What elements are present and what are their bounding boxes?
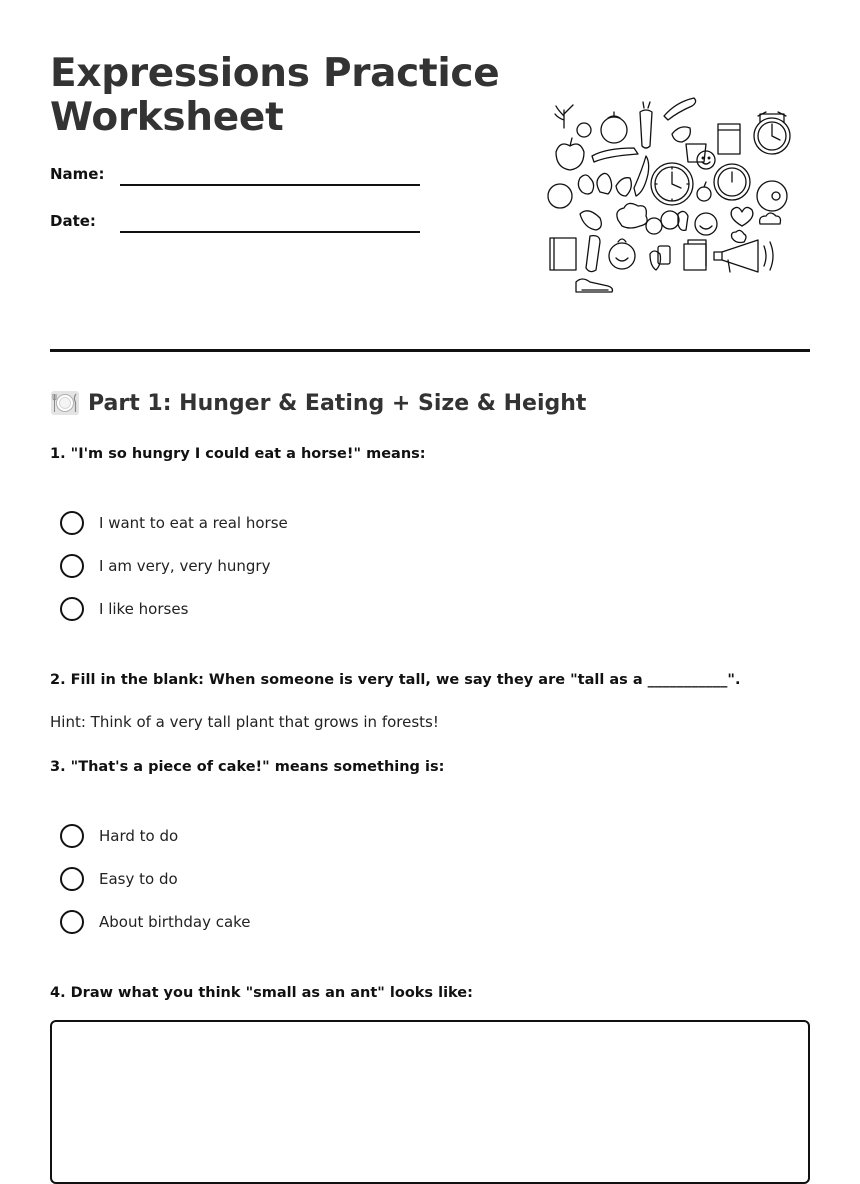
radio-button[interactable] [60,867,84,891]
plate-cutlery-icon [50,388,80,418]
q3-option-1[interactable] [60,823,178,849]
name-field[interactable] [50,165,420,195]
radio-button[interactable] [60,910,84,934]
q3-option-2[interactable] [60,866,178,892]
q1-option-3[interactable] [60,596,188,622]
page-title [50,52,510,140]
title-line-1: Expressions Practice [50,51,500,96]
option-label: I like horses [99,600,189,618]
radio-button[interactable] [60,597,84,621]
option-label: I want to eat a real horse [99,514,288,532]
question-2-hint: Hint: Think of a very tall plant that grows in forests! [50,713,439,731]
date-field[interactable] [50,212,420,242]
option-label: Easy to do [99,870,178,888]
option-label: Hard to do [99,827,179,845]
question-2-prompt: 2. Fill in the blank: When someone is very tall, we say they are "tall as a ___________". [50,672,741,688]
option-label: About birthday cake [99,913,251,931]
radio-button[interactable] [60,824,84,848]
part1-heading [50,388,586,418]
question-3-prompt: 3. "That's a piece of cake!" means something is: [50,759,445,775]
doodle-collage-icon [546,96,794,296]
question-1-prompt: 1. "I'm so hungry I could eat a horse!" means: [50,446,426,462]
section-divider [50,349,810,352]
q3-option-3[interactable] [60,909,251,935]
part1-heading-text: Part 1: Hunger & Eating + Size & Height [88,390,587,416]
name-label: Name: [50,165,105,183]
option-label: I am very, very hungry [99,557,271,575]
drawing-box[interactable] [50,1020,810,1184]
name-line[interactable] [120,184,420,186]
date-line[interactable] [120,231,420,233]
q1-option-2[interactable] [60,553,270,579]
question-4-prompt: 4. Draw what you think "small as an ant" looks like: [50,985,473,1001]
radio-button[interactable] [60,554,84,578]
q1-option-1[interactable] [60,510,288,536]
radio-button[interactable] [60,511,84,535]
date-label: Date: [50,212,96,230]
title-line-2: Worksheet [50,95,284,140]
